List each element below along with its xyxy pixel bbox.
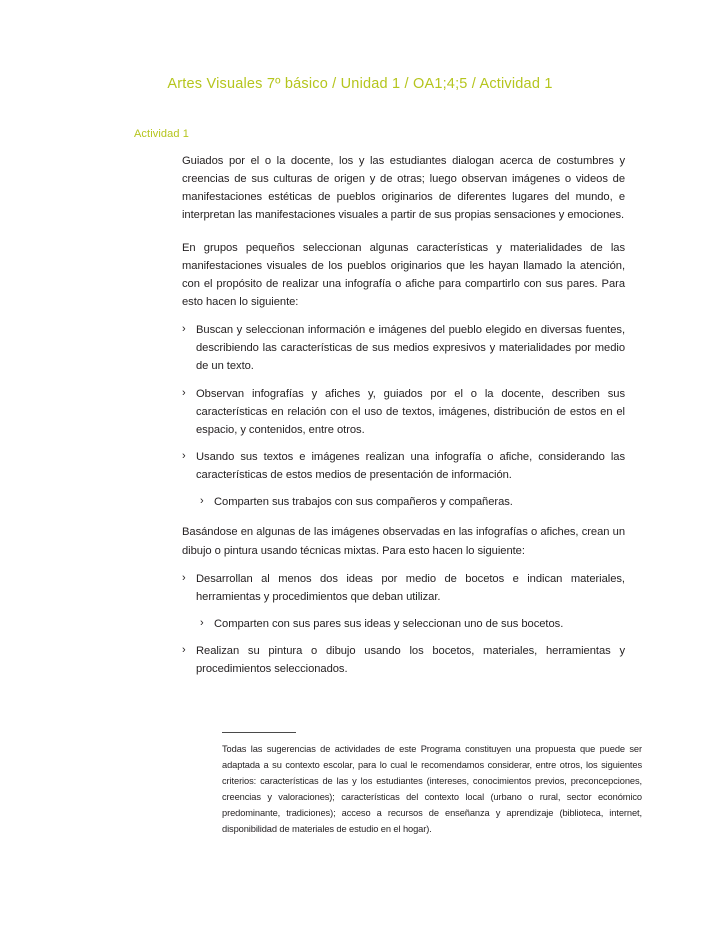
paragraph-2: En grupos pequeños seleccionan algunas características y materialidades de las manifestaciones visuales de los pueblos originarios que les hayan llamado la atención, con el propósito de realizar una infografía o afiche para compartirlo con sus pares. Para esto hacen lo siguiente: bbox=[182, 241, 625, 308]
footnote-divider bbox=[222, 732, 296, 733]
chevron-right-icon: › bbox=[182, 644, 186, 657]
list-item bbox=[182, 448, 625, 484]
list-item bbox=[182, 385, 625, 439]
list-item bbox=[182, 321, 625, 375]
list-item bbox=[182, 642, 625, 678]
list-item-label: Realizan su pintura o dibujo usando los bocetos, materiales, herramientas y procedimientos seleccionados. bbox=[196, 645, 625, 676]
list-item bbox=[182, 570, 625, 606]
chevron-right-icon: › bbox=[200, 495, 204, 508]
chevron-right-icon: › bbox=[182, 449, 186, 462]
footnote-text: Todas las sugerencias de actividades de este Programa constituyen una propuesta que puede ser adaptada a su contexto escolar, para lo cual le recomendamos considerar, entre otros, los siguientes criterios: características de las y los estudiantes (intereses, conocimientos previos, preconcepciones, creencias y valoraciones); características del contexto local (urbano o rural, sector económico predominante, tradiciones); acceso a recursos de enseñanza y aprendizaje (biblioteca, internet, disponibilidad de materiales de estudio en el hogar). bbox=[222, 744, 642, 834]
chevron-right-icon: › bbox=[200, 616, 204, 629]
list-item-label: Comparten sus trabajos con sus compañeros y compañeras. bbox=[214, 496, 513, 509]
list-item-label: Desarrollan al menos dos ideas por medio de bocetos e indican materiales, herramientas y procedimientos que deban utilizar. bbox=[196, 572, 625, 603]
document-body bbox=[182, 152, 625, 690]
paragraph-1: Guiados por el o la docente, los y las estudiantes dialogan acerca de costumbres y creencias de sus culturas de origen y de otras; luego observan imágenes o videos de manifestaciones estéticas de pueblos originarios de diferentes lugares del mundo, e interpretan las manifestaciones visuales a partir de sus propias sensaciones y emociones. bbox=[182, 155, 625, 222]
bullet-list-2 bbox=[182, 570, 625, 679]
chevron-right-icon: › bbox=[182, 571, 186, 584]
list-item-label: Comparten con sus pares sus ideas y seleccionan uno de sus bocetos. bbox=[214, 617, 564, 630]
activity-label: Actividad 1 bbox=[134, 128, 189, 140]
list-item-label: Usando sus textos e imágenes realizan una infografía o afiche, considerando las características de estos medios de presentación de información. bbox=[196, 450, 625, 482]
bullet-list-1 bbox=[182, 321, 625, 511]
list-item-sub bbox=[182, 615, 625, 633]
chevron-right-icon: › bbox=[182, 323, 186, 336]
list-item-sub bbox=[182, 493, 625, 511]
list-item-label: Observan infografías y afiches y, guiados por el o la docente, describen sus características en relación con el uso de textos, imágenes, distribución de estos en el espacio, y contenidos, entre otros. bbox=[196, 387, 625, 436]
page-title: Artes Visuales 7º básico / Unidad 1 / OA1;4;5 / Actividad 1 bbox=[167, 76, 553, 92]
list-item-label: Buscan y seleccionan información e imágenes del pueblo elegido en diversas fuentes, describiendo las características de sus medios expresivos y materialidades por medio de un texto. bbox=[196, 324, 625, 373]
paragraph-3: Basándose en algunas de las imágenes observadas en las infografías o afiches, crean un dibujo o pintura usando técnicas mixtas. Para esto hacen lo siguiente: bbox=[182, 526, 625, 557]
chevron-right-icon: › bbox=[182, 386, 186, 399]
footnote bbox=[222, 732, 642, 838]
